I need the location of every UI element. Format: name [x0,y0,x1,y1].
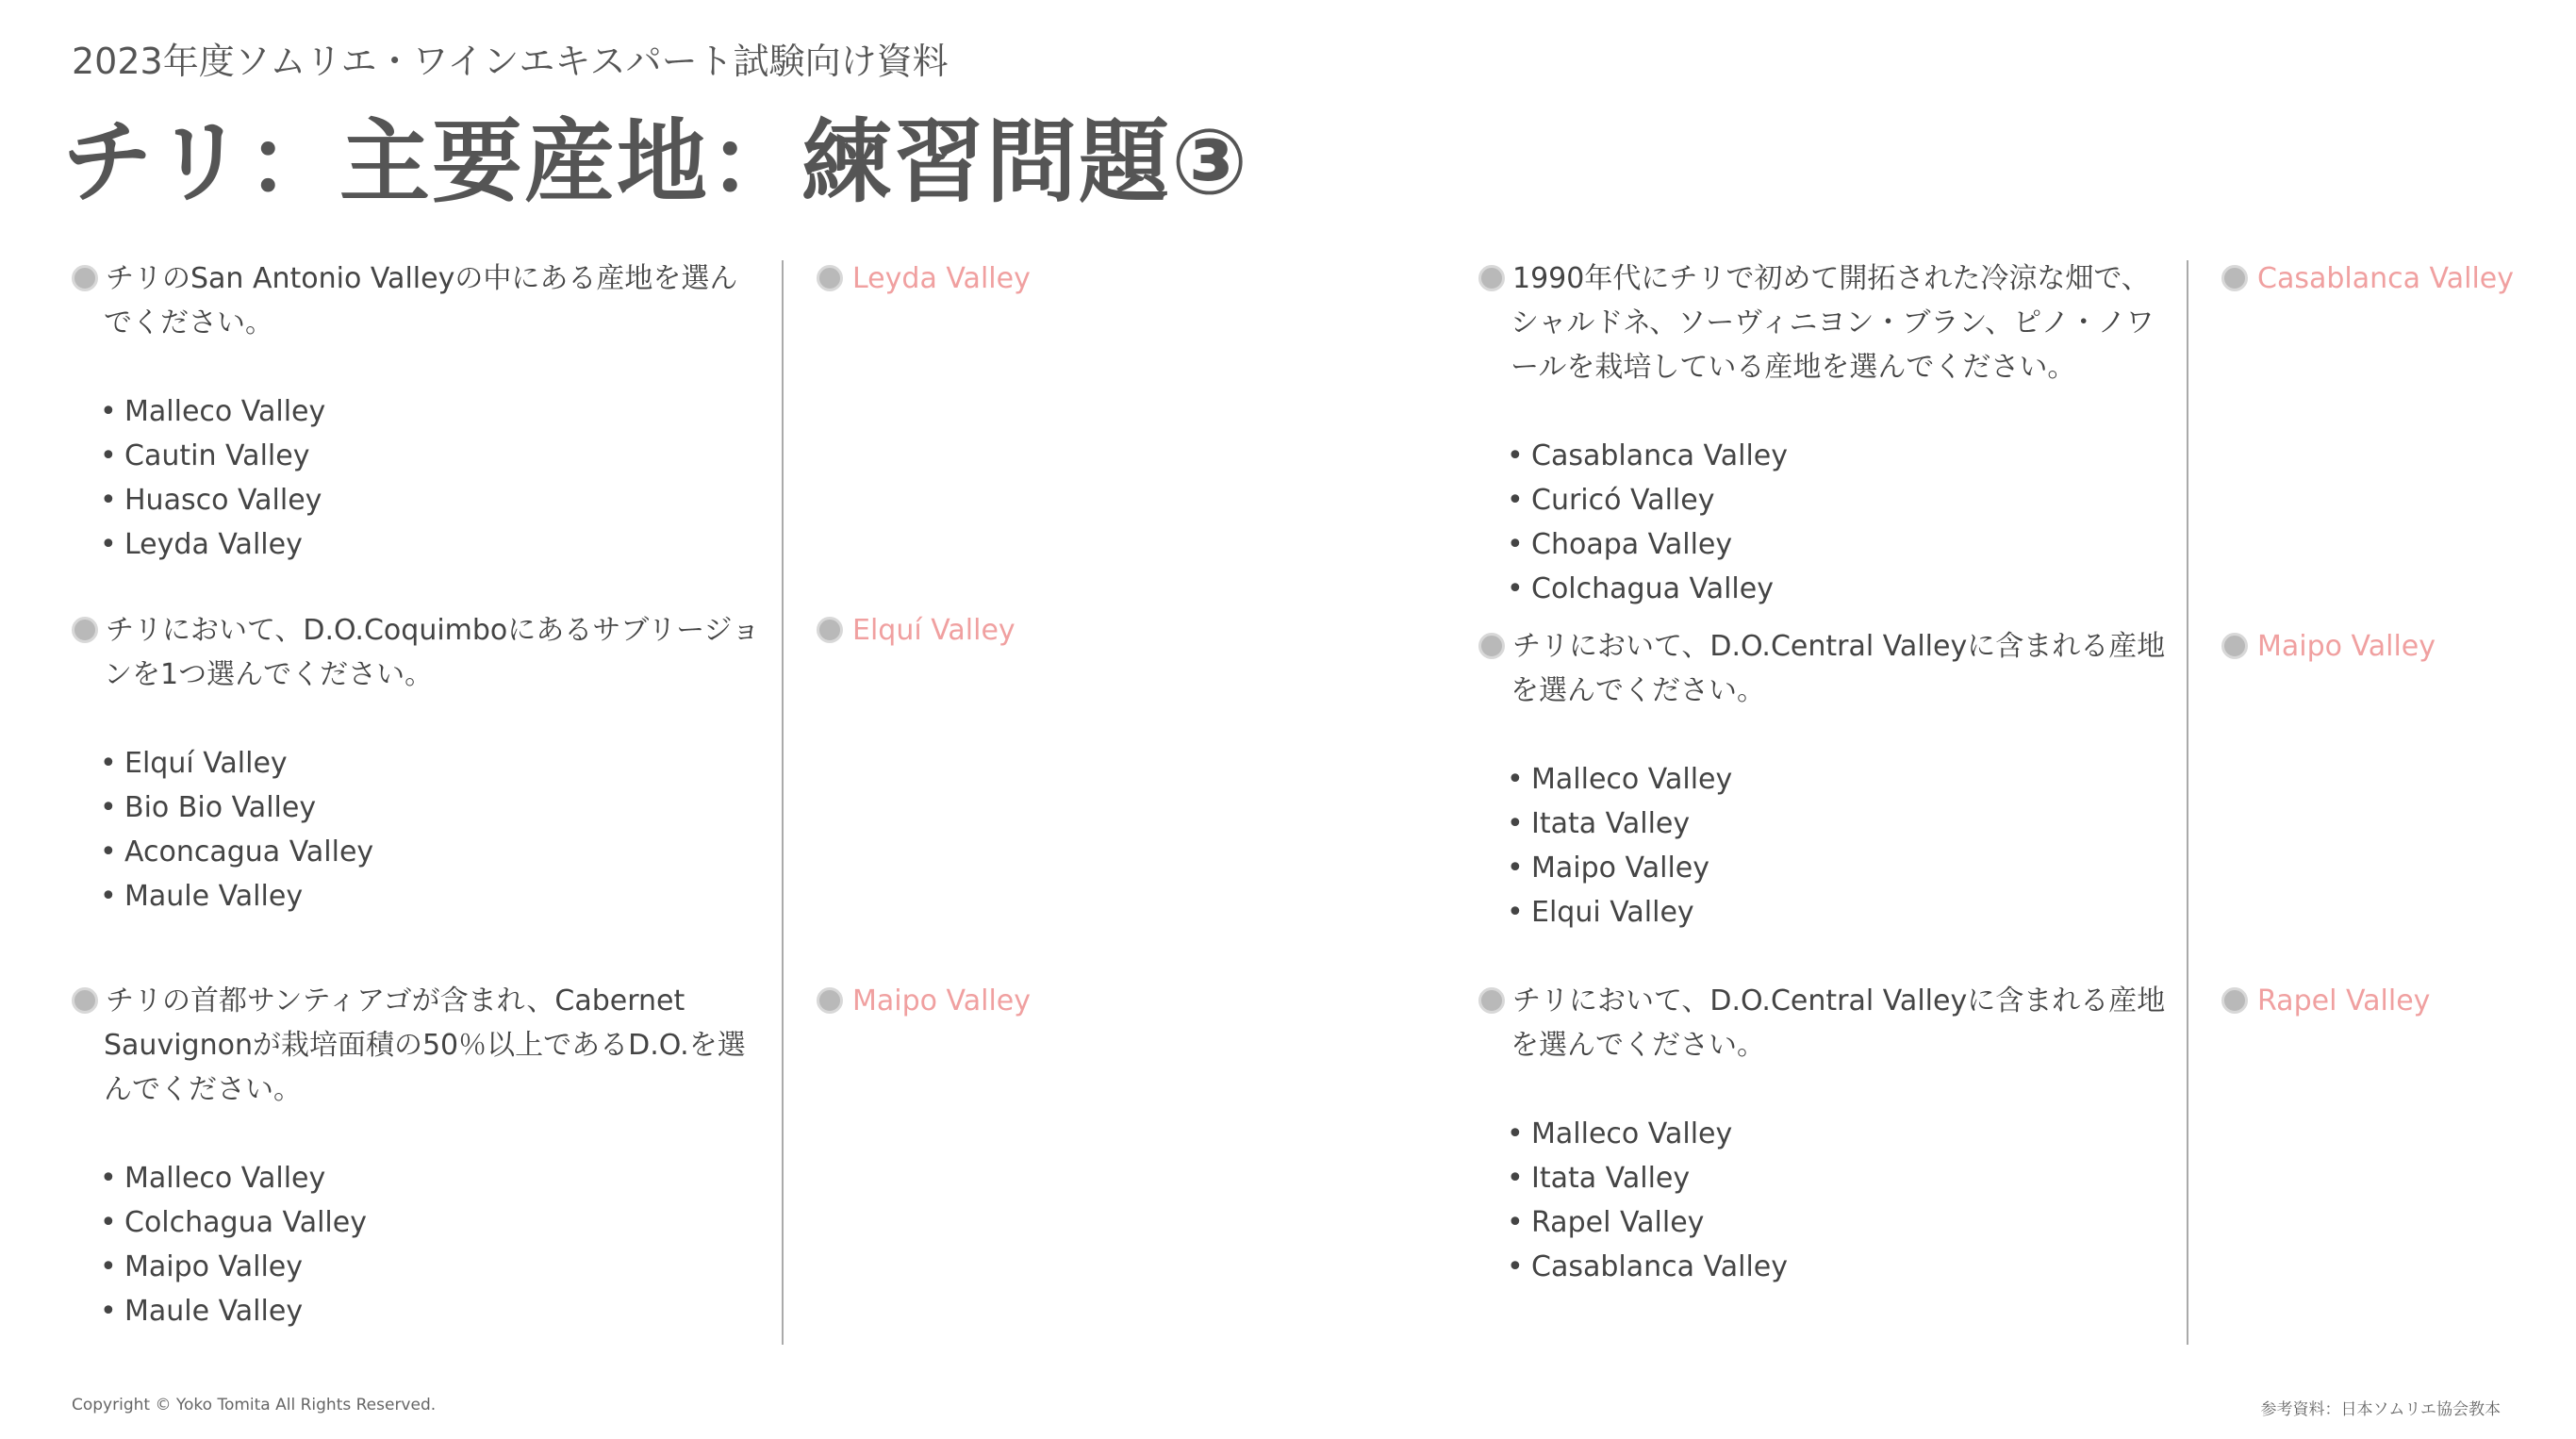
copyright: Copyright © Yoko Tomita All Rights Reserved. [72,1396,437,1414]
answer-text: Maipo Valley [852,984,1031,1017]
answer-bullet-icon [817,617,843,643]
question-text: チリにおいて、D.O.Central Valleyに含まれる産地を選んでください。 [1511,984,2166,1062]
answer-bullet-icon [817,265,843,291]
option-list [72,741,760,918]
question-block [72,608,760,918]
option-list [1478,1112,2167,1289]
deck-subtitle: 2023年度ソムリエ・ワインエキスパート試験向け資料 [72,41,949,82]
question-text: チリにおいて、D.O.Central Valleyに含まれる産地を選んでください。 [1511,630,2166,707]
option-item: • Malleco Valley [72,389,760,434]
option-item: • Casablanca Valley [1478,434,2167,478]
option-item: • Malleco Valley [1478,757,2167,802]
option-item: • Malleco Valley [1478,1112,2167,1156]
option-item: • Elqui Valley [1478,890,2167,935]
answer-bullet-icon [2221,633,2248,659]
answer [2221,256,2514,301]
answer-bullet-icon [2221,265,2248,291]
option-item: • Cautin Valley [72,434,760,478]
option-item: • Rapel Valley [1478,1200,2167,1245]
option-item: • Maule Valley [72,874,760,918]
question-bullet-icon [72,265,98,291]
option-item: • Elquí Valley [72,741,760,786]
question-bullet-icon [1478,633,1505,659]
column-divider-left [782,260,784,1345]
option-item: • Casablanca Valley [1478,1245,2167,1289]
question-block [1478,979,2167,1289]
column-divider-right [2187,260,2188,1345]
option-list [72,389,760,567]
answer-text: Maipo Valley [2257,630,2436,663]
option-item: • Itata Valley [1478,802,2167,846]
question-bullet-icon [1478,265,1505,291]
question-text: チリのSan Antonio Valleyの中にある産地を選んでください。 [104,262,738,339]
option-item: • Malleco Valley [72,1156,760,1200]
question-bullet-icon [72,987,98,1014]
answer [817,608,1016,653]
reference-note: 参考資料：日本ソムリエ協会教本 [2260,1400,2501,1419]
question-text: チリにおいて、D.O.Coquimboにあるサブリージョンを1つ選んでください。 [104,614,760,691]
option-item: • Leyda Valley [72,522,760,567]
option-item: • Colchagua Valley [1478,567,2167,611]
option-item: • Colchagua Valley [72,1200,760,1245]
question-block [72,256,760,567]
answer [2221,979,2430,1023]
answer-text: Rapel Valley [2257,984,2431,1017]
answer-text: Leyda Valley [852,262,1031,295]
answer-bullet-icon [817,987,843,1014]
option-item: • Huasco Valley [72,478,760,522]
answer-text: Elquí Valley [852,614,1016,647]
option-item: • Aconcagua Valley [72,830,760,874]
option-item: • Maipo Valley [1478,846,2167,890]
question-block [1478,256,2167,611]
option-list [72,1156,760,1333]
option-item: • Choapa Valley [1478,522,2167,567]
question-text: チリの首都サンティアゴが含まれ、Cabernet Sauvignonが栽培面積の50％以上であるD.O.を選んでください。 [104,984,746,1106]
option-item: • Curicó Valley [1478,478,2167,522]
answer [817,979,1031,1023]
question-block [72,979,760,1333]
option-list [1478,757,2167,935]
option-item: • Maule Valley [72,1289,760,1333]
question-text: 1990年代にチリで初めて開拓された冷涼な畑で、シャルドネ、ソーヴィニヨン・ブラン、ピノ・ノワールを栽培している産地を選んでください。 [1511,262,2155,384]
option-item: • Bio Bio Valley [72,786,760,830]
option-list [1478,434,2167,611]
answer-bullet-icon [2221,987,2248,1014]
option-item: • Maipo Valley [72,1245,760,1289]
question-bullet-icon [72,617,98,643]
question-bullet-icon [1478,987,1505,1014]
question-block [1478,624,2167,935]
answer [2221,624,2436,669]
page-title: チリ：主要産地：練習問題③ [62,109,1250,215]
option-item: • Itata Valley [1478,1156,2167,1200]
answer [817,256,1031,301]
answer-text: Casablanca Valley [2257,262,2514,295]
